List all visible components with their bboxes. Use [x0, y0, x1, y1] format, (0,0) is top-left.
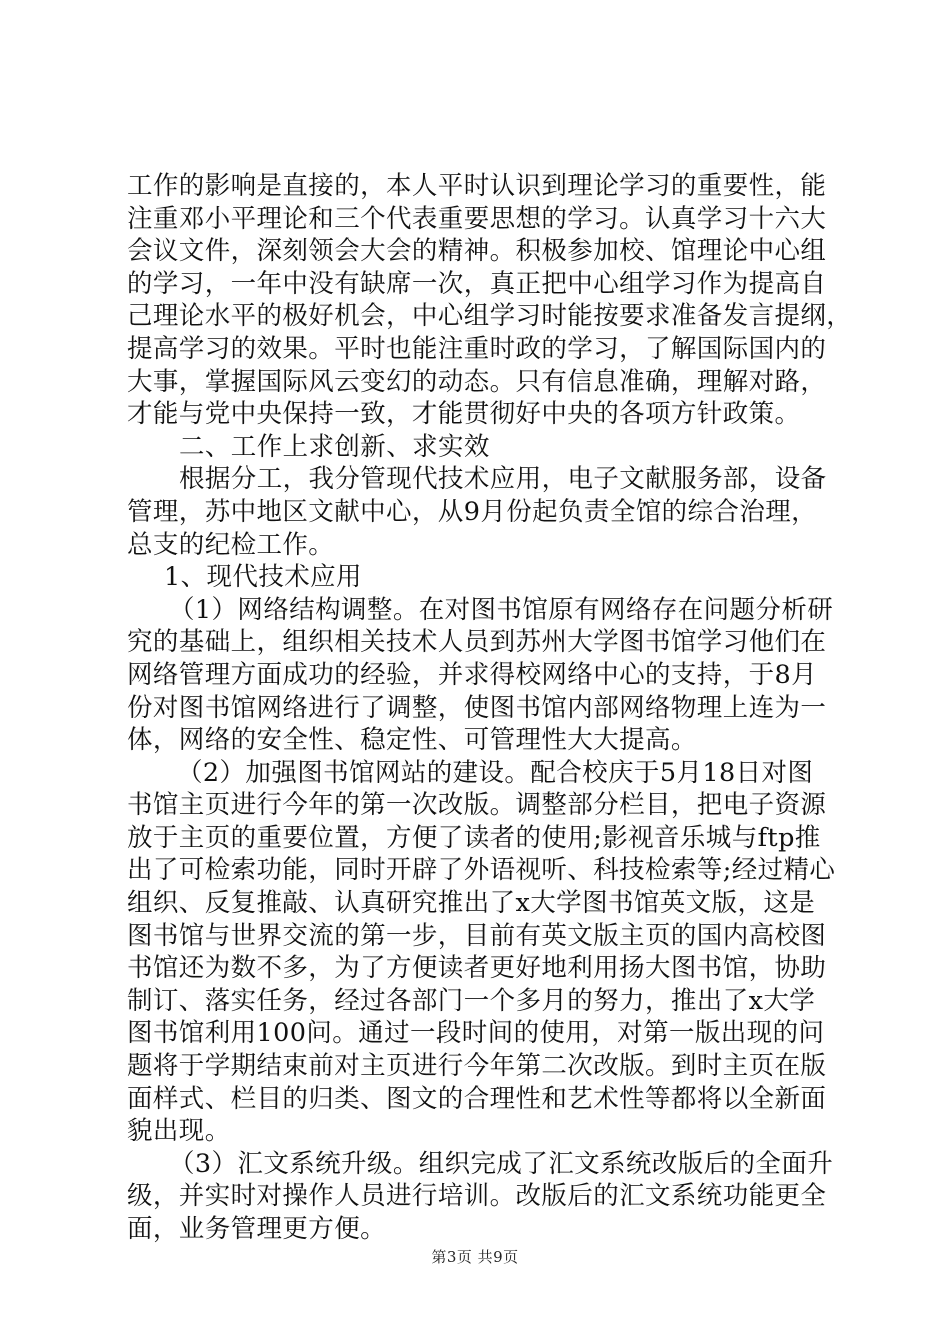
- text-line: 图书馆利用100问。通过一段时间的使用，对第一版出现的问: [127, 1018, 825, 1049]
- text-line: 出了可检索功能，同时开辟了外语视听、科技检索等;经过精心: [127, 855, 836, 886]
- text-line: 大事，掌握国际风云变幻的动态。只有信息准确，理解对路，: [127, 366, 827, 397]
- text-line: 的学习，一年中没有缺席一次，真正把中心组学习作为提高自: [127, 268, 827, 299]
- text-line: 总支的纪检工作。: [127, 529, 335, 560]
- subsection-heading: 1、现代技术应用: [164, 562, 362, 593]
- text-line: 面，业务管理更方便。: [127, 1214, 387, 1244]
- text-line: 题将于学期结束前对主页进行今年第二次改版。到时主页在版: [127, 1051, 827, 1082]
- text-line: 貌出现。: [127, 1116, 231, 1147]
- text-line: 面样式、栏目的归类、图文的合理性和艺术性等都将以全新面: [127, 1083, 827, 1114]
- text-line: （2）加强图书馆网站的建设。配合校庆于5月18日对图: [177, 757, 814, 788]
- text-line: 网络管理方面成功的经验，并求得校网络中心的支持，于8月: [127, 659, 818, 690]
- text-line: 根据分工，我分管现代技术应用，电子文献服务部，设备: [179, 464, 827, 495]
- text-line: 放于主页的重要位置，方便了读者的使用;影视音乐城与ftp推: [127, 822, 821, 853]
- text-line: 体，网络的安全性、稳定性、可管理性大大提高。: [127, 725, 697, 756]
- text-line: （3）汇文系统升级。组织完成了汇文系统改版后的全面升: [169, 1148, 834, 1179]
- text-line: 己理论水平的极好机会，中心组学习时能按要求准备发言提纲，: [127, 301, 853, 332]
- text-line: 级，并实时对操作人员进行培训。改版后的汇文系统功能更全: [127, 1181, 827, 1212]
- text-line: 究的基础上，组织相关技术人员到苏州大学图书馆学习他们在: [127, 627, 827, 658]
- document-body: [127, 170, 853, 1246]
- text-line: 工作的影响是直接的，本人平时认识到理论学习的重要性，能: [127, 171, 827, 201]
- text-line: 管理，苏中地区文献中心，从9月份起负责全馆的综合治理，: [127, 496, 818, 527]
- text-line: 才能与党中央保持一致，才能贯彻好中央的各项方针政策。: [127, 399, 801, 430]
- text-line: （1）网络结构调整。在对图书馆原有网络存在问题分析研: [169, 594, 834, 625]
- text-line: 提高学习的效果。平时也能注重时政的学习，了解国际国内的: [127, 333, 827, 364]
- page-number-footer: 第3页 共9页: [431, 1248, 519, 1266]
- text-line: 书馆主页进行今年的第一次改版。调整部分栏目，把电子资源: [127, 790, 827, 821]
- text-line: 制订、落实任务，经过各部门一个多月的努力，推出了x大学: [127, 985, 816, 1016]
- section-heading: 二、工作上求创新、求实效: [179, 431, 490, 462]
- text-line: 注重邓小平理论和三个代表重要思想的学习。认真学习十六大: [127, 203, 827, 234]
- text-line: 图书馆与世界交流的第一步，目前有英文版主页的国内高校图: [127, 920, 827, 951]
- text-line: 书馆还为数不多，为了方便读者更好地利用扬大图书馆，协助: [127, 953, 827, 984]
- text-line: 会议文件，深刻领会大会的精神。积极参加校、馆理论中心组: [127, 236, 827, 267]
- text-line: 份对图书馆网络进行了调整，使图书馆内部网络物理上连为一: [127, 692, 827, 723]
- text-line: 组织、反复推敲、认真研究推出了x大学图书馆英文版，这是: [127, 888, 816, 919]
